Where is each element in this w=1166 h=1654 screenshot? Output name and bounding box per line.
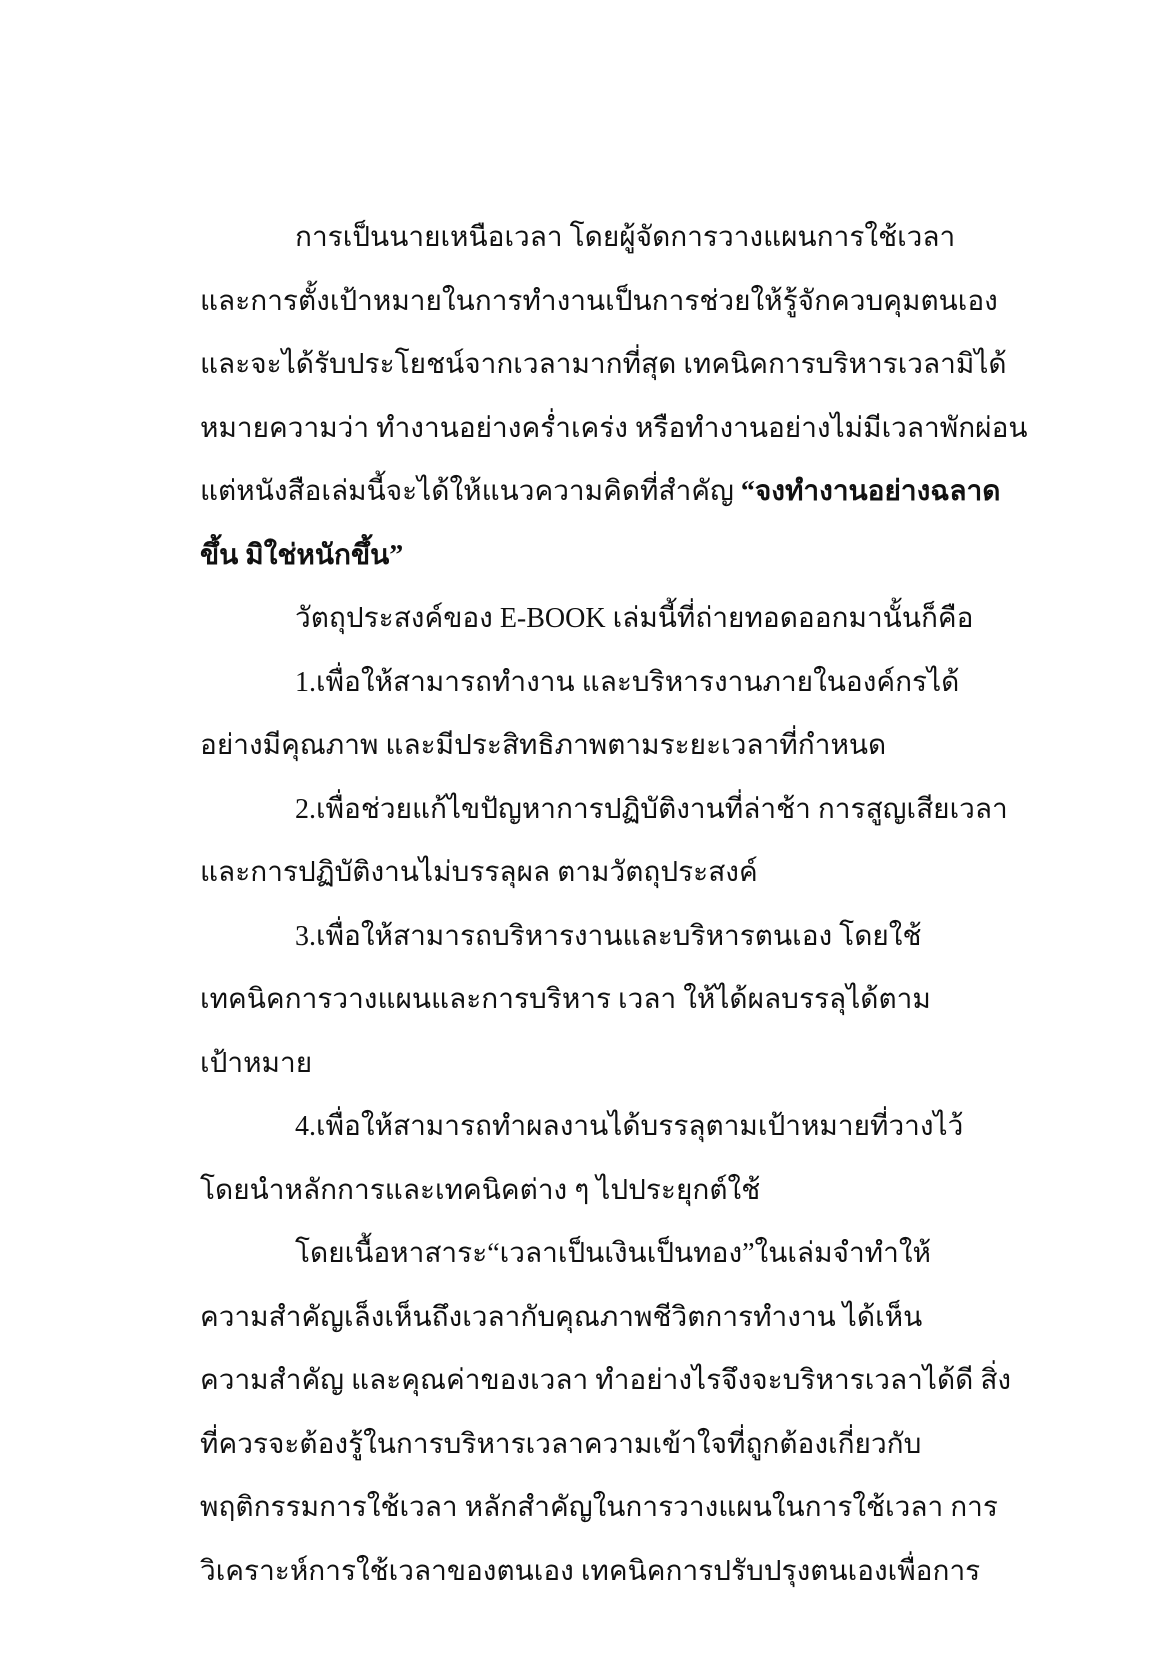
intro-paragraph bbox=[200, 206, 970, 270]
bold-quote-start: “จงทำงานอย่างฉลาด bbox=[740, 476, 1001, 507]
objectives-intro: วัตถุประสงค์ของ E-BOOK เล่มนี้ที่ถ่ายทอดออกมานั้นก็คือ bbox=[295, 603, 974, 634]
objective-3-line-1: 3.เพื่อให้สามารถบริหารงานและบริหารตนเอง โดยใช้ bbox=[295, 920, 922, 952]
objective-item-2 bbox=[200, 778, 1008, 842]
objective-item-1 bbox=[200, 651, 970, 715]
closing-line-6: วิเคราะห์การใช้เวลาของตนเอง เทคนิคการปรับปรุงตนเองเพื่อการ bbox=[200, 1555, 981, 1587]
bold-quote-end: ขึ้น มิใช่หนักขึ้น” bbox=[200, 539, 404, 571]
objective-3-line-2: เทคนิคการวางแผนและการบริหาร เวลา ให้ได้ผลบรรลุได้ตาม bbox=[200, 984, 931, 1015]
intro-line-5 bbox=[200, 460, 1001, 524]
objective-4-line-2: โดยนำหลักการและเทคนิคต่าง ๆ ไปประยุกต์ใช้ bbox=[200, 1174, 761, 1206]
closing-line-5: พฤติกรรมการใช้เวลา หลักสำคัญในการวางแผนในการใช้เวลา การ bbox=[200, 1492, 998, 1523]
objectives-intro-paragraph bbox=[200, 587, 974, 651]
intro-line-4: หมายความว่า ทำงานอย่างคร่ำเคร่ง หรือทำงานอย่างไม่มีเวลาพักผ่อน bbox=[200, 412, 1028, 444]
intro-line-5-text: แต่หนังสือเล่มนี้จะได้ให้แนวความคิดที่สำคัญ bbox=[200, 476, 741, 507]
objective-3-line-3: เป้าหมาย bbox=[200, 1047, 313, 1079]
objective-2-line-2: และการปฏิบัติงานไม่บรรลุผล ตามวัตถุประสงค์ bbox=[200, 857, 758, 888]
closing-paragraph bbox=[200, 1222, 970, 1286]
objective-1-line-1: 1.เพื่อให้สามารถทำงาน และบริหารงานภายในองค์กรได้ bbox=[295, 666, 960, 698]
objective-item-3 bbox=[200, 905, 970, 969]
closing-line-3: ความสำคัญ และคุณค่าของเวลา ทำอย่างไรจึงจะบริหารเวลาได้ดี สิ่ง bbox=[200, 1365, 1012, 1396]
objective-item-4 bbox=[200, 1095, 970, 1159]
intro-line-1: การเป็นนายเหนือเวลา โดยผู้จัดการวางแผนการใช้เวลา bbox=[295, 222, 956, 253]
closing-line-2: ความสำคัญเล็งเห็นถึงเวลากับคุณภาพชีวิตการทำงาน ได้เห็น bbox=[200, 1301, 923, 1333]
intro-line-2: และการตั้งเป้าหมายในการทำงานเป็นการช่วยให้รู้จักควบคุมตนเอง bbox=[200, 285, 998, 317]
objective-2-line-1: 2.เพื่อช่วยแก้ไขปัญหาการปฏิบัติงานที่ล่าช้า การสูญเสียเวลา bbox=[295, 793, 1008, 825]
intro-line-3: และจะได้รับประโยชน์จากเวลามากที่สุด เทคนิคการบริหารเวลามิได้ bbox=[200, 349, 1007, 380]
closing-line-4: ที่ควรจะต้องรู้ในการบริหารเวลาความเข้าใจที่ถูกต้องเกี่ยวกับ bbox=[200, 1428, 922, 1460]
objective-4-line-1: 4.เพื่อให้สามารถทำผลงานได้บรรลุตามเป้าหมายที่วางไว้ bbox=[295, 1111, 964, 1142]
document-body bbox=[200, 206, 1028, 1603]
objective-1-line-2: อย่างมีคุณภาพ และมีประสิทธิภาพตามระยะเวลาที่กำหนด bbox=[200, 730, 887, 761]
closing-line-1: โดยเนื้อหาสาระ“เวลาเป็นเงินเป็นทอง”ในเล่มจำทำให้ bbox=[295, 1238, 931, 1269]
